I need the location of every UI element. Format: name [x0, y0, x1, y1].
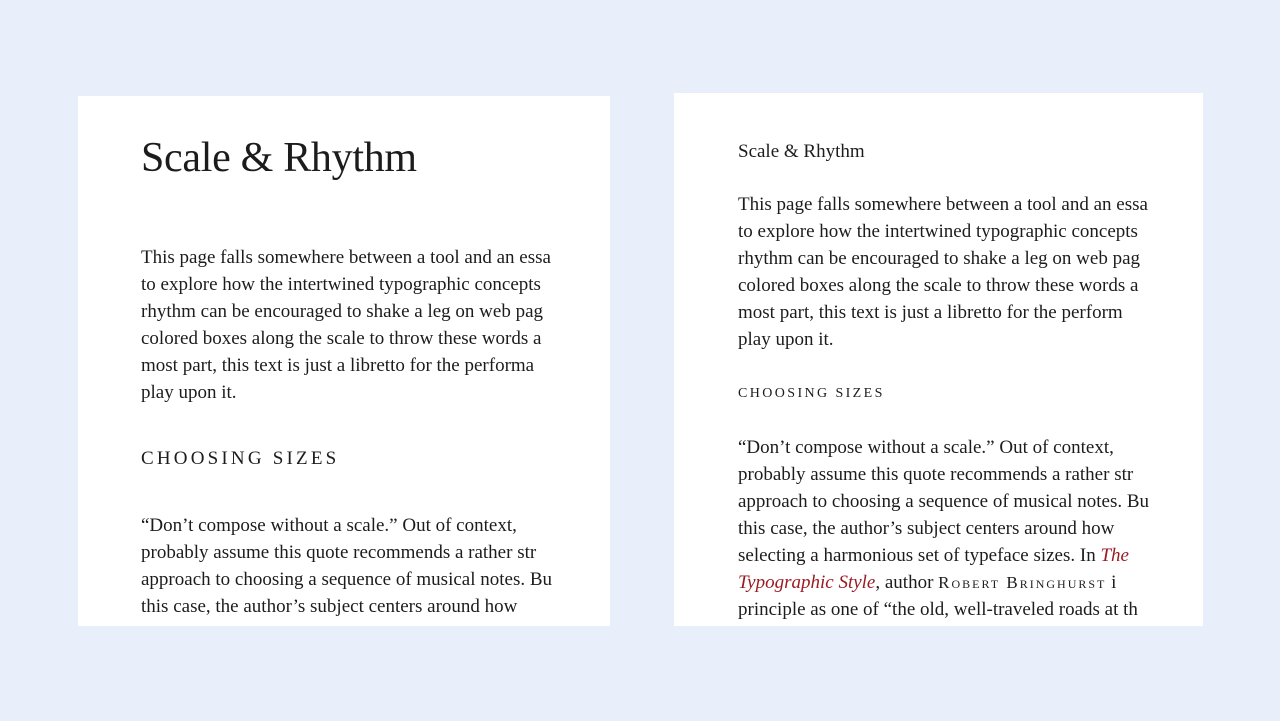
- book-title: Typographic Style: [738, 572, 876, 593]
- page-title: Scale & Rhythm: [141, 135, 417, 181]
- paragraph-line: play upon it.: [738, 329, 834, 350]
- paragraph-line: this case, the author’s subject centers around how: [738, 518, 1115, 539]
- paragraph-line: play upon it.: [141, 382, 237, 403]
- paragraph-line: colored boxes along the scale to throw these words a: [738, 275, 1139, 296]
- section-heading: CHOOSING SIZES: [738, 386, 885, 401]
- author-name: Robert Bringhurst: [938, 573, 1107, 592]
- paragraph-line: principle as one of “the old, well-traveled roads at th: [738, 599, 1138, 620]
- paragraph-line: “Don’t compose without a scale.” Out of context,: [141, 515, 517, 536]
- paragraph-text: selecting a harmonious set of typeface sizes. In: [738, 545, 1096, 566]
- paragraph-line: colored boxes along the scale to throw these words a: [141, 328, 542, 349]
- paragraph-line: to explore how the intertwined typographic concepts: [738, 221, 1138, 242]
- book-title: The: [1100, 545, 1129, 566]
- paragraph-line: probably assume this quote recommends a rather str: [738, 464, 1134, 485]
- paragraph-line: “Don’t compose without a scale.” Out of context,: [738, 437, 1114, 458]
- paragraph-line: most part, this text is just a libretto for the perform: [738, 302, 1123, 323]
- paragraph-line: This page falls somewhere between a tool and an essa: [738, 194, 1148, 215]
- paragraph-line: [738, 569, 1203, 596]
- paragraph-line: rhythm can be encouraged to shake a leg on web pag: [738, 248, 1141, 269]
- section-heading: CHOOSING SIZES: [141, 448, 340, 469]
- paragraph-text: i: [1111, 572, 1117, 593]
- paragraph-text: , author: [875, 572, 934, 593]
- paragraph-line: this case, the author’s subject centers around how: [141, 596, 518, 617]
- paragraph-line: approach to choosing a sequence of musical notes. Bu: [738, 491, 1150, 512]
- paragraph-line: approach to choosing a sequence of musical notes. Bu: [141, 569, 553, 590]
- paragraph-line: This page falls somewhere between a tool and an essa: [141, 247, 551, 268]
- paragraph-line: to explore how the intertwined typographic concepts: [141, 274, 541, 295]
- quote-paragraph: [141, 512, 610, 620]
- paragraph-line: [738, 542, 1203, 569]
- paragraph-line: probably assume this quote recommends a rather str: [141, 542, 537, 563]
- right-page-preview: [674, 93, 1203, 626]
- page-title: Scale & Rhythm: [738, 141, 865, 162]
- left-page-preview: [78, 96, 610, 626]
- quote-paragraph: [738, 434, 1203, 623]
- paragraph-line: most part, this text is just a libretto for the performa: [141, 355, 535, 376]
- intro-paragraph: [141, 244, 551, 406]
- intro-paragraph: [738, 191, 1148, 353]
- paragraph-line: rhythm can be encouraged to shake a leg on web pag: [141, 301, 544, 322]
